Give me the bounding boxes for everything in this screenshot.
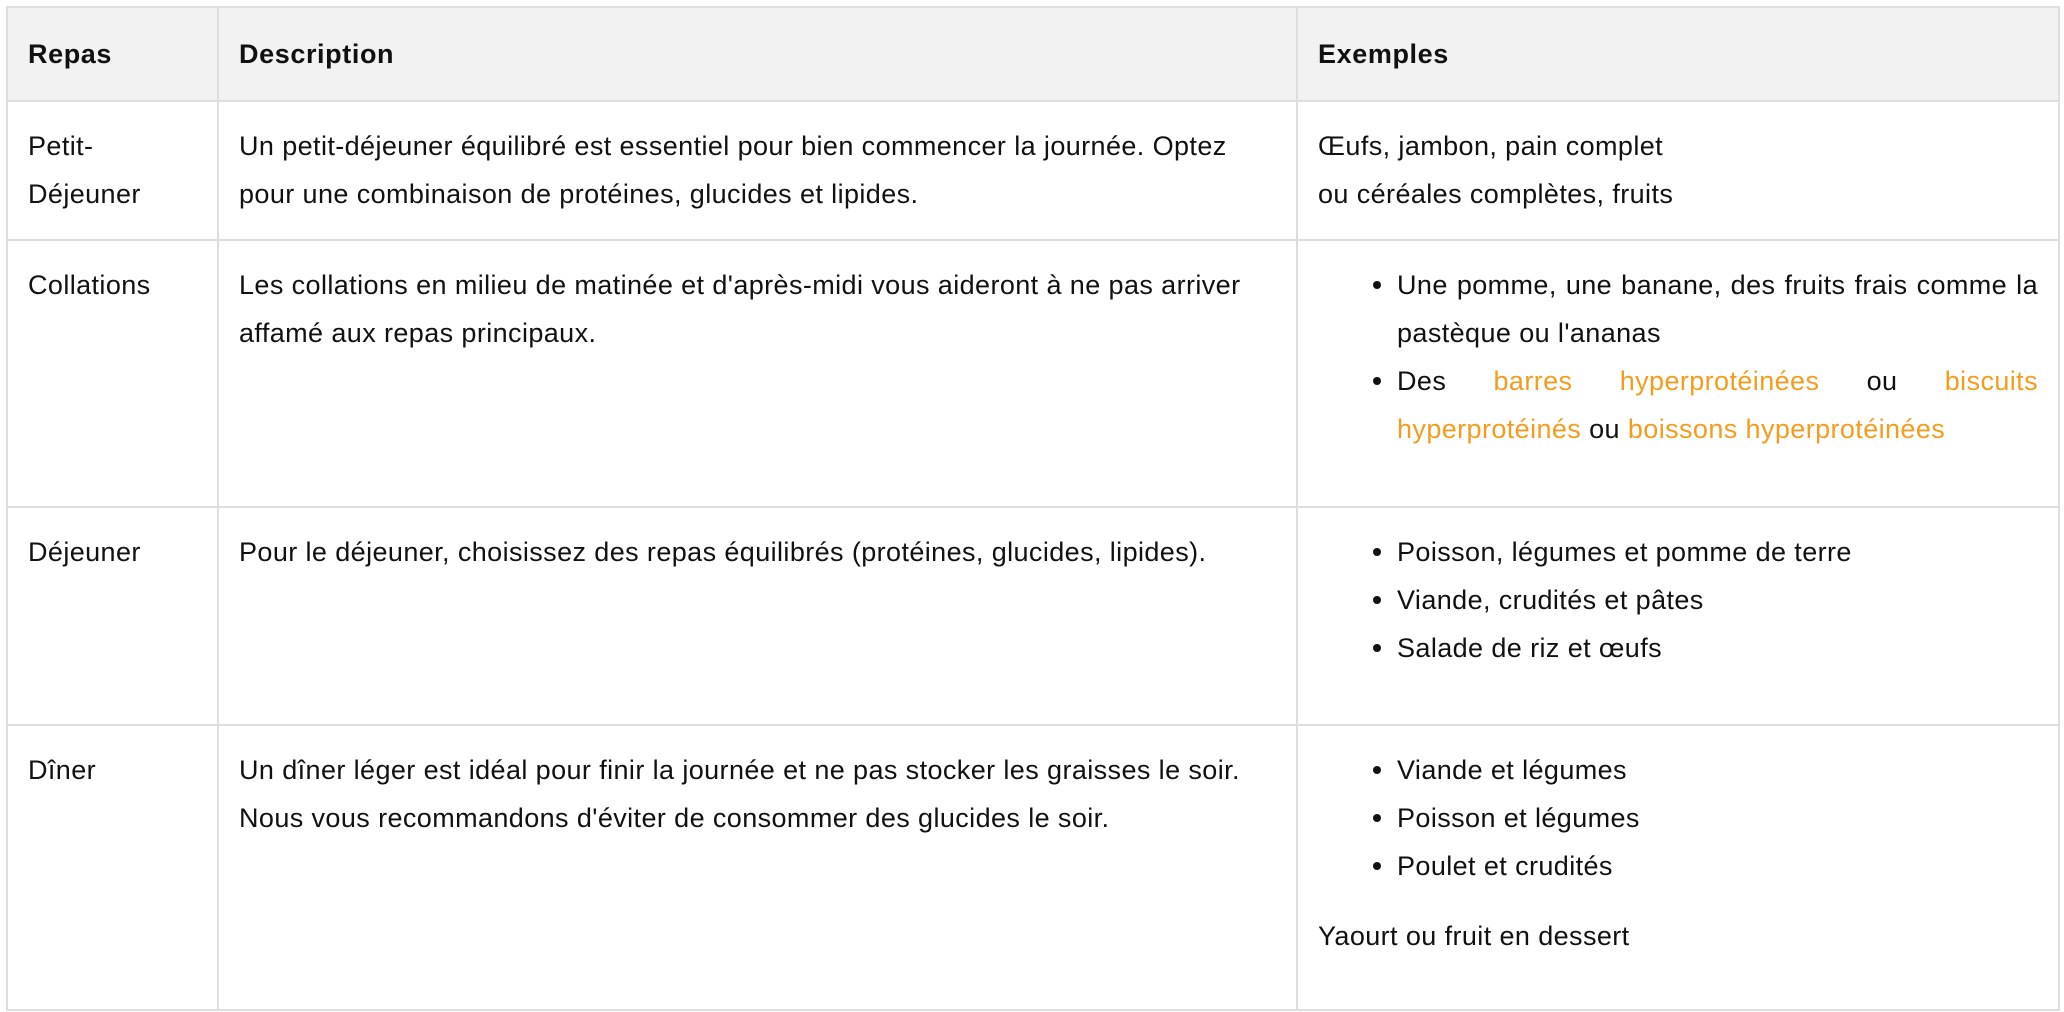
separator-text: ou [1589,414,1620,444]
header-description: Description [218,7,1297,101]
examples-cell [1297,101,2059,240]
examples-cell [1297,725,2059,1010]
meal-plan-table [6,6,2060,1011]
list-item: Salade de riz et œufs [1397,624,2038,672]
examples-cell [1297,240,2059,507]
meal-name-cell: Collations [7,240,218,507]
examples-list [1318,528,2038,672]
meal-name-cell: Déjeuner [7,507,218,725]
table-row [7,240,2059,507]
description-cell: Un petit-déjeuner équilibré est essentiel pour bien commencer la journée. Optez pour une combinaison de protéines, glucides et lipides. [218,101,1297,240]
example-line: Œufs, jambon, pain complet [1318,131,1664,161]
list-item: Viande et légumes [1397,746,2038,794]
examples-list [1318,746,2038,890]
meal-plan-table-wrapper [6,6,2060,1011]
table-row [7,101,2059,240]
list-item: Viande, crudités et pâtes [1397,576,2038,624]
list-item: Poisson et légumes [1397,794,2038,842]
header-repas: Repas [7,7,218,101]
header-exemples: Exemples [1297,7,2059,101]
description-cell: Les collations en milieu de matinée et d'après-midi vous aideront à ne pas arriver affamé aux repas principaux. [218,240,1297,507]
list-item: Poulet et crudités [1397,842,2038,890]
link-barres-hyperproteinees[interactable]: barres hyperprotéinées [1493,366,1820,396]
table-header-row [7,7,2059,101]
meal-name-cell: Dîner [7,725,218,1010]
examples-cell [1297,507,2059,725]
separator-text: ou [1866,366,1898,396]
meal-name-cell: Petit-Déjeuner [7,101,218,240]
list-item [1397,357,2038,453]
table-row [7,725,2059,1010]
list-item-prefix: Des [1397,366,1447,396]
dessert-note: Yaourt ou fruit en dessert [1318,921,1630,951]
examples-list [1318,261,2038,453]
description-cell: Un dîner léger est idéal pour finir la journée et ne pas stocker les graisses le soir. Nous vous recommandons d'éviter de consommer des glucides le soir. [218,725,1297,1010]
table-row [7,507,2059,725]
description-cell: Pour le déjeuner, choisissez des repas équilibrés (protéines, glucides, lipides). [218,507,1297,725]
list-item: Une pomme, une banane, des fruits frais comme la pastèque ou l'ananas [1397,261,2038,357]
example-line: ou céréales complètes, fruits [1318,179,1674,209]
list-item: Poisson, légumes et pomme de terre [1397,528,2038,576]
link-biscuits-hyperproteines[interactable]: biscuits hyperprotéinés [1397,366,2038,444]
link-boissons-hyperproteinees[interactable]: boissons hyperprotéinées [1627,414,1946,444]
